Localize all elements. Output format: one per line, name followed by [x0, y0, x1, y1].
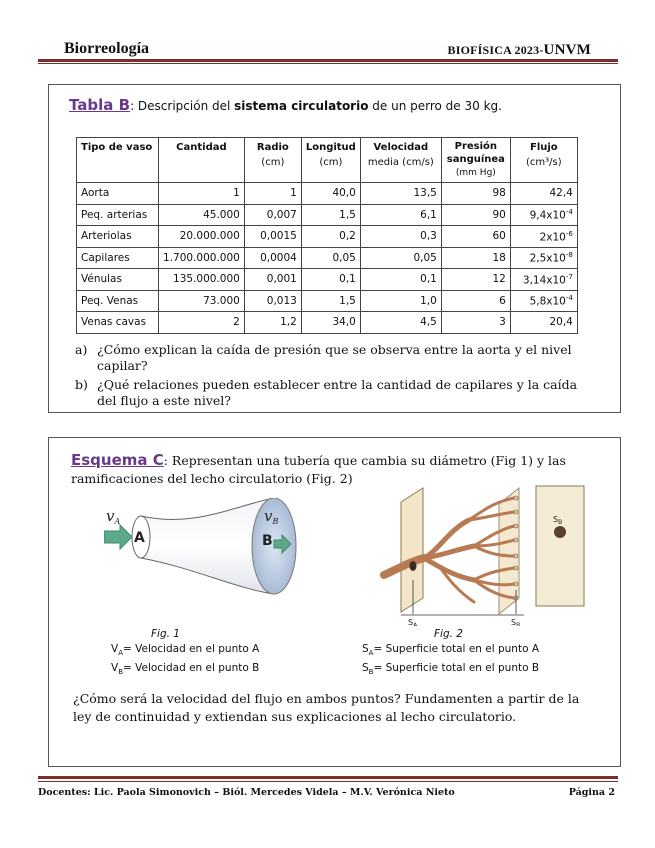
va-symbol: $v_A$: [106, 507, 121, 526]
cell-tipo: Arteriolas: [77, 226, 159, 248]
table-row: [77, 312, 578, 334]
sb-label-plane: $S_B$: [553, 515, 563, 526]
header-rule-thin: [38, 63, 618, 64]
cell-radio: 0,0004: [244, 247, 301, 269]
cell-longitud: 1,5: [301, 290, 360, 312]
cell-tipo: Venas cavas: [77, 312, 159, 334]
cell-flujo: 20,4: [510, 312, 577, 334]
cell-radio: 0,001: [244, 269, 301, 291]
cell-velocidad: 0,3: [360, 226, 441, 248]
vb-symbol: $v_B$: [264, 507, 279, 526]
vb-legend: $V_B=$ Velocidad en el punto B: [111, 662, 260, 677]
sb-label: $S_B$: [511, 618, 521, 626]
cell-tipo: Capilares: [77, 247, 159, 269]
sa-legend: $S_A=$ Superficie total en el punto A: [362, 643, 540, 658]
cell-presion: 98: [441, 183, 510, 205]
fig1-legend: [111, 642, 259, 680]
tabla-b-heading: [69, 96, 502, 114]
cell-cantidad: 73.000: [159, 290, 245, 312]
cell-cantidad: 1.700.000.000: [159, 247, 245, 269]
cell-velocidad: 1,0: [360, 290, 441, 312]
cell-flujo: $2x10^{-6}$: [510, 226, 577, 248]
fig2-legend: [362, 642, 539, 680]
sa-label: $S_A$: [408, 618, 418, 626]
point-a-label: A: [134, 530, 145, 546]
cell-tipo: Aorta: [77, 183, 159, 205]
cell-longitud: 34,0: [301, 312, 360, 334]
cell-radio: 1: [244, 183, 301, 205]
cell-presion: 6: [441, 290, 510, 312]
cell-cantidad: 1: [159, 183, 245, 205]
cell-longitud: 0,1: [301, 269, 360, 291]
table-row: [77, 204, 578, 226]
header-course-suffix: UNVM: [543, 42, 591, 58]
inflow-arrow: [104, 525, 132, 549]
tabla-b-desc-post: de un perro de 30 kg.: [368, 99, 502, 113]
question-a: a) ¿Cómo explican la caída de presión que se observa entre la aorta y el nivel capilar?: [75, 342, 572, 373]
fig1-label: Fig. 1: [151, 628, 180, 640]
cell-radio: 1,2: [244, 312, 301, 334]
col-velocidad: Velocidad media (cm/s): [360, 138, 441, 183]
cell-radio: 0,007: [244, 204, 301, 226]
cell-radio: 0,013: [244, 290, 301, 312]
sa-vessel-section: [410, 561, 417, 571]
col-flujo: Flujo (cm³/s): [510, 138, 577, 183]
plane-sb: [536, 486, 584, 606]
table-row: [77, 183, 578, 205]
cell-cantidad: 20.000.000: [159, 226, 245, 248]
cell-flujo: $5,8x10^{-4}$: [510, 290, 577, 312]
table-row: [77, 226, 578, 248]
cell-tipo: Peq. Venas: [77, 290, 159, 312]
cell-longitud: 1,5: [301, 204, 360, 226]
col-cantidad: Cantidad: [159, 138, 245, 183]
cell-radio: 0,0015: [244, 226, 301, 248]
cell-longitud: 40,0: [301, 183, 360, 205]
col-radio: Radio (cm): [244, 138, 301, 183]
cell-velocidad: 6,1: [360, 204, 441, 226]
cell-longitud: 0,2: [301, 226, 360, 248]
esquema-c-title: Esquema C: [71, 451, 164, 469]
tabla-b-desc-pre: : Descripción del: [130, 99, 235, 113]
cell-flujo: $9,4x10^{-4}$: [510, 204, 577, 226]
cell-presion: 12: [441, 269, 510, 291]
header-rule: [38, 59, 618, 62]
cell-cantidad: 135.000.000: [159, 269, 245, 291]
cell-cantidad: 45.000: [159, 204, 245, 226]
header-course-prefix: BIOFÍSICA 2023-: [447, 43, 544, 57]
fig2-branching-diagram: [379, 480, 599, 626]
cell-velocidad: 0,1: [360, 269, 441, 291]
cell-tipo: Peq. arterias: [77, 204, 159, 226]
cell-flujo: $3,14x10^{-7}$: [510, 269, 577, 291]
table-header-row: [77, 138, 578, 183]
header-subject: Biorreología: [64, 40, 150, 57]
va-legend: $V_A=$ Velocidad en el punto A: [111, 643, 260, 658]
plane-sa: [401, 488, 423, 612]
esquema-c-desc: : Representan una tubería que cambia su diámetro (Fig 1) y las ramificaciones del lecho circulatorio (Fig. 2): [71, 453, 566, 486]
col-longitud: Longitud (cm): [301, 138, 360, 183]
header-course: [448, 42, 592, 59]
esquema-c-question: ¿Cómo será la velocidad del flujo en ambos puntos? Fundamenten a partir de la ley de continuidad y extiendan sus explicaciones al lecho circulatorio.: [73, 691, 580, 724]
table-row: [77, 290, 578, 312]
cell-longitud: 0,05: [301, 247, 360, 269]
cell-velocidad: 4,5: [360, 312, 441, 334]
sb-vessel-section: [554, 526, 566, 538]
esquema-c-section: [48, 437, 621, 767]
col-presion: Presión sanguínea (mm Hg): [441, 138, 510, 183]
tabla-b-section: [48, 84, 621, 413]
fig1-tube-diagram: [104, 498, 304, 608]
footer-rule-thin: [38, 781, 618, 782]
cell-velocidad: 0,05: [360, 247, 441, 269]
table-row: [77, 269, 578, 291]
footer-rule: [38, 776, 618, 779]
cell-presion: 3: [441, 312, 510, 334]
cell-presion: 90: [441, 204, 510, 226]
table-row: [77, 247, 578, 269]
point-b-label: B: [262, 533, 273, 549]
cell-velocidad: 13,5: [360, 183, 441, 205]
fig2-label: Fig. 2: [434, 628, 463, 640]
tabla-b-desc-bold: sistema circulatorio: [234, 99, 369, 113]
vessel-table: [76, 137, 578, 334]
cell-tipo: Vénulas: [77, 269, 159, 291]
sb-legend: $S_B=$ Superficie total en el punto B: [362, 662, 540, 677]
cell-flujo: 42,4: [510, 183, 577, 205]
cell-cantidad: 2: [159, 312, 245, 334]
cell-flujo: $2,5x10^{-8}$: [510, 247, 577, 269]
cell-presion: 60: [441, 226, 510, 248]
tabla-b-title: Tabla B: [69, 96, 131, 114]
col-tipo: Tipo de vaso: [77, 138, 159, 183]
footer-page-number: Página 2: [568, 787, 615, 798]
question-b: b) ¿Qué relaciones pueden establecer entre la cantidad de capilares y la caída del flujo a este nivel?: [75, 377, 578, 408]
footer-teachers: Docentes: Lic. Paola Simonovich – Biól. Mercedes Videla – M.V. Verónica Nieto: [38, 787, 455, 798]
cell-presion: 18: [441, 247, 510, 269]
